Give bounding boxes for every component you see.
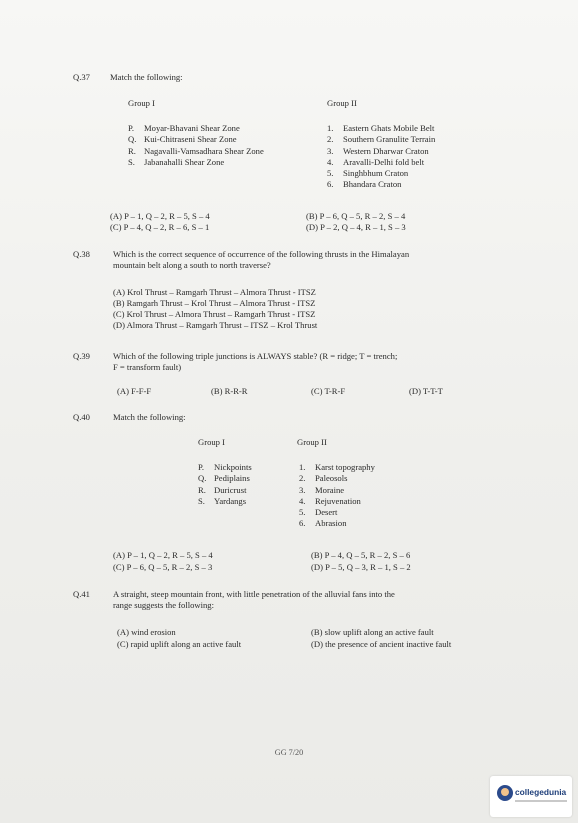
list-item: S. Jabanahalli Shear Zone — [128, 156, 225, 167]
option-a: (A) P – 1, Q – 2, R – 5, S – 4 — [110, 211, 210, 221]
group-1-title: Group I — [198, 437, 225, 447]
logo-icon — [497, 785, 513, 801]
option-c: (C) P – 6, Q – 5, R – 2, S – 3 — [113, 562, 213, 572]
list-item: R. Duricrust — [198, 484, 247, 495]
option-a: (A) P – 1, Q – 2, R – 5, S – 4 — [113, 550, 213, 560]
option-d: (D) the presence of ancient inactive fault — [311, 639, 452, 649]
question-stem: Match the following: — [113, 412, 186, 422]
collegedunia-watermark — [490, 776, 572, 817]
option-d: (D) T-T-T — [409, 386, 443, 396]
list-item: 1. Eastern Ghats Mobile Belt — [327, 123, 435, 133]
option-a: (A) F-F-F — [117, 386, 152, 396]
question-stem-line-2: mountain belt along a south to north traverse? — [113, 260, 271, 270]
question-number: Q.40 — [73, 412, 90, 422]
option-b: (B) P – 4, Q – 5, R – 2, S – 6 — [311, 550, 411, 560]
question-stem-line-1: A straight, steep mountain front, with little penetration of the alluvial fans into the — [113, 589, 395, 599]
question-number: Q.39 — [73, 351, 90, 361]
list-item: Q. Kui-Chitraseni Shear Zone — [128, 134, 237, 145]
list-item: 4. Rejuvenation — [299, 495, 361, 506]
option-d: (D) Almora Thrust – Ramgarh Thrust – ITSZ – Krol Thrust — [113, 320, 318, 330]
list-item: P. Nickpoints — [198, 462, 252, 472]
question-number: Q.38 — [73, 249, 90, 259]
list-item: 1. Karst topography — [299, 462, 375, 472]
option-b: (B) P – 6, Q – 5, R – 2, S – 4 — [306, 211, 406, 221]
page-number: GG 7/20 — [274, 748, 304, 757]
option-c: (C) P – 4, Q – 2, R – 6, S – 1 — [110, 222, 210, 232]
option-a: (A) wind erosion — [117, 627, 176, 637]
list-item: R. Nagavalli-Vamsadhara Shear Zone — [128, 145, 264, 156]
list-item: 4. Aravalli-Delhi fold belt — [327, 156, 425, 167]
group-2-title: Group II — [297, 437, 327, 447]
question-number: Q.37 — [73, 72, 90, 82]
list-item: 2. Paleosols — [299, 473, 348, 484]
question-stem: Match the following: — [110, 72, 183, 82]
list-item: 3. Moraine — [299, 484, 345, 495]
option-c: (C) Krol Thrust – Almora Thrust – Ramgarh Thrust - ITSZ — [113, 309, 316, 319]
group-2-list — [327, 123, 435, 191]
question-stem-line-2: range suggests the following: — [113, 600, 214, 610]
option-c: (C) T-R-F — [311, 386, 346, 396]
list-item: P. Moyar-Bhavani Shear Zone — [128, 123, 240, 133]
list-item: 6. Abrasion — [299, 518, 347, 529]
question-stem-line-1: Which of the following triple junctions is ALWAYS stable? (R = ridge; T = trench; — [113, 351, 398, 361]
logo-tagline-bar — [515, 800, 567, 802]
group-2-title: Group II — [327, 98, 357, 108]
list-item: 6. Bhandara Craton — [327, 179, 402, 190]
list-item: Q. Pediplains — [198, 473, 250, 484]
option-b: (B) Ramgarh Thrust – Krol Thrust – Almora Thrust - ITSZ — [113, 298, 316, 308]
option-c: (C) rapid uplift along an active fault — [117, 639, 242, 649]
option-b: (B) slow uplift along an active fault — [311, 627, 434, 637]
group-1-list — [198, 462, 252, 507]
group-1-list — [128, 123, 264, 168]
question-number: Q.41 — [73, 589, 90, 599]
list-item: 3. Western Dharwar Craton — [327, 145, 429, 156]
group-2-list — [299, 462, 375, 530]
option-a: (A) Krol Thrust – Ramgarh Thrust – Almora Thrust - ITSZ — [113, 287, 316, 297]
option-d: (D) P – 2, Q – 4, R – 1, S – 3 — [306, 222, 406, 232]
option-d: (D) P – 5, Q – 3, R – 1, S – 2 — [311, 562, 411, 572]
question-stem-line-2: F = transform fault) — [113, 362, 182, 372]
question-stem-line-1: Which is the correct sequence of occurrence of the following thrusts in the Himalayan — [113, 249, 410, 259]
logo-text: collegedunia — [515, 787, 567, 797]
list-item: 2. Southern Granulite Terrain — [327, 134, 436, 145]
list-item: 5. Desert — [299, 507, 338, 518]
group-1-title: Group I — [128, 98, 155, 108]
list-item: 5. Singhbhum Craton — [327, 168, 409, 179]
list-item: S. Yardangs — [198, 495, 247, 506]
option-b: (B) R-R-R — [211, 386, 248, 396]
